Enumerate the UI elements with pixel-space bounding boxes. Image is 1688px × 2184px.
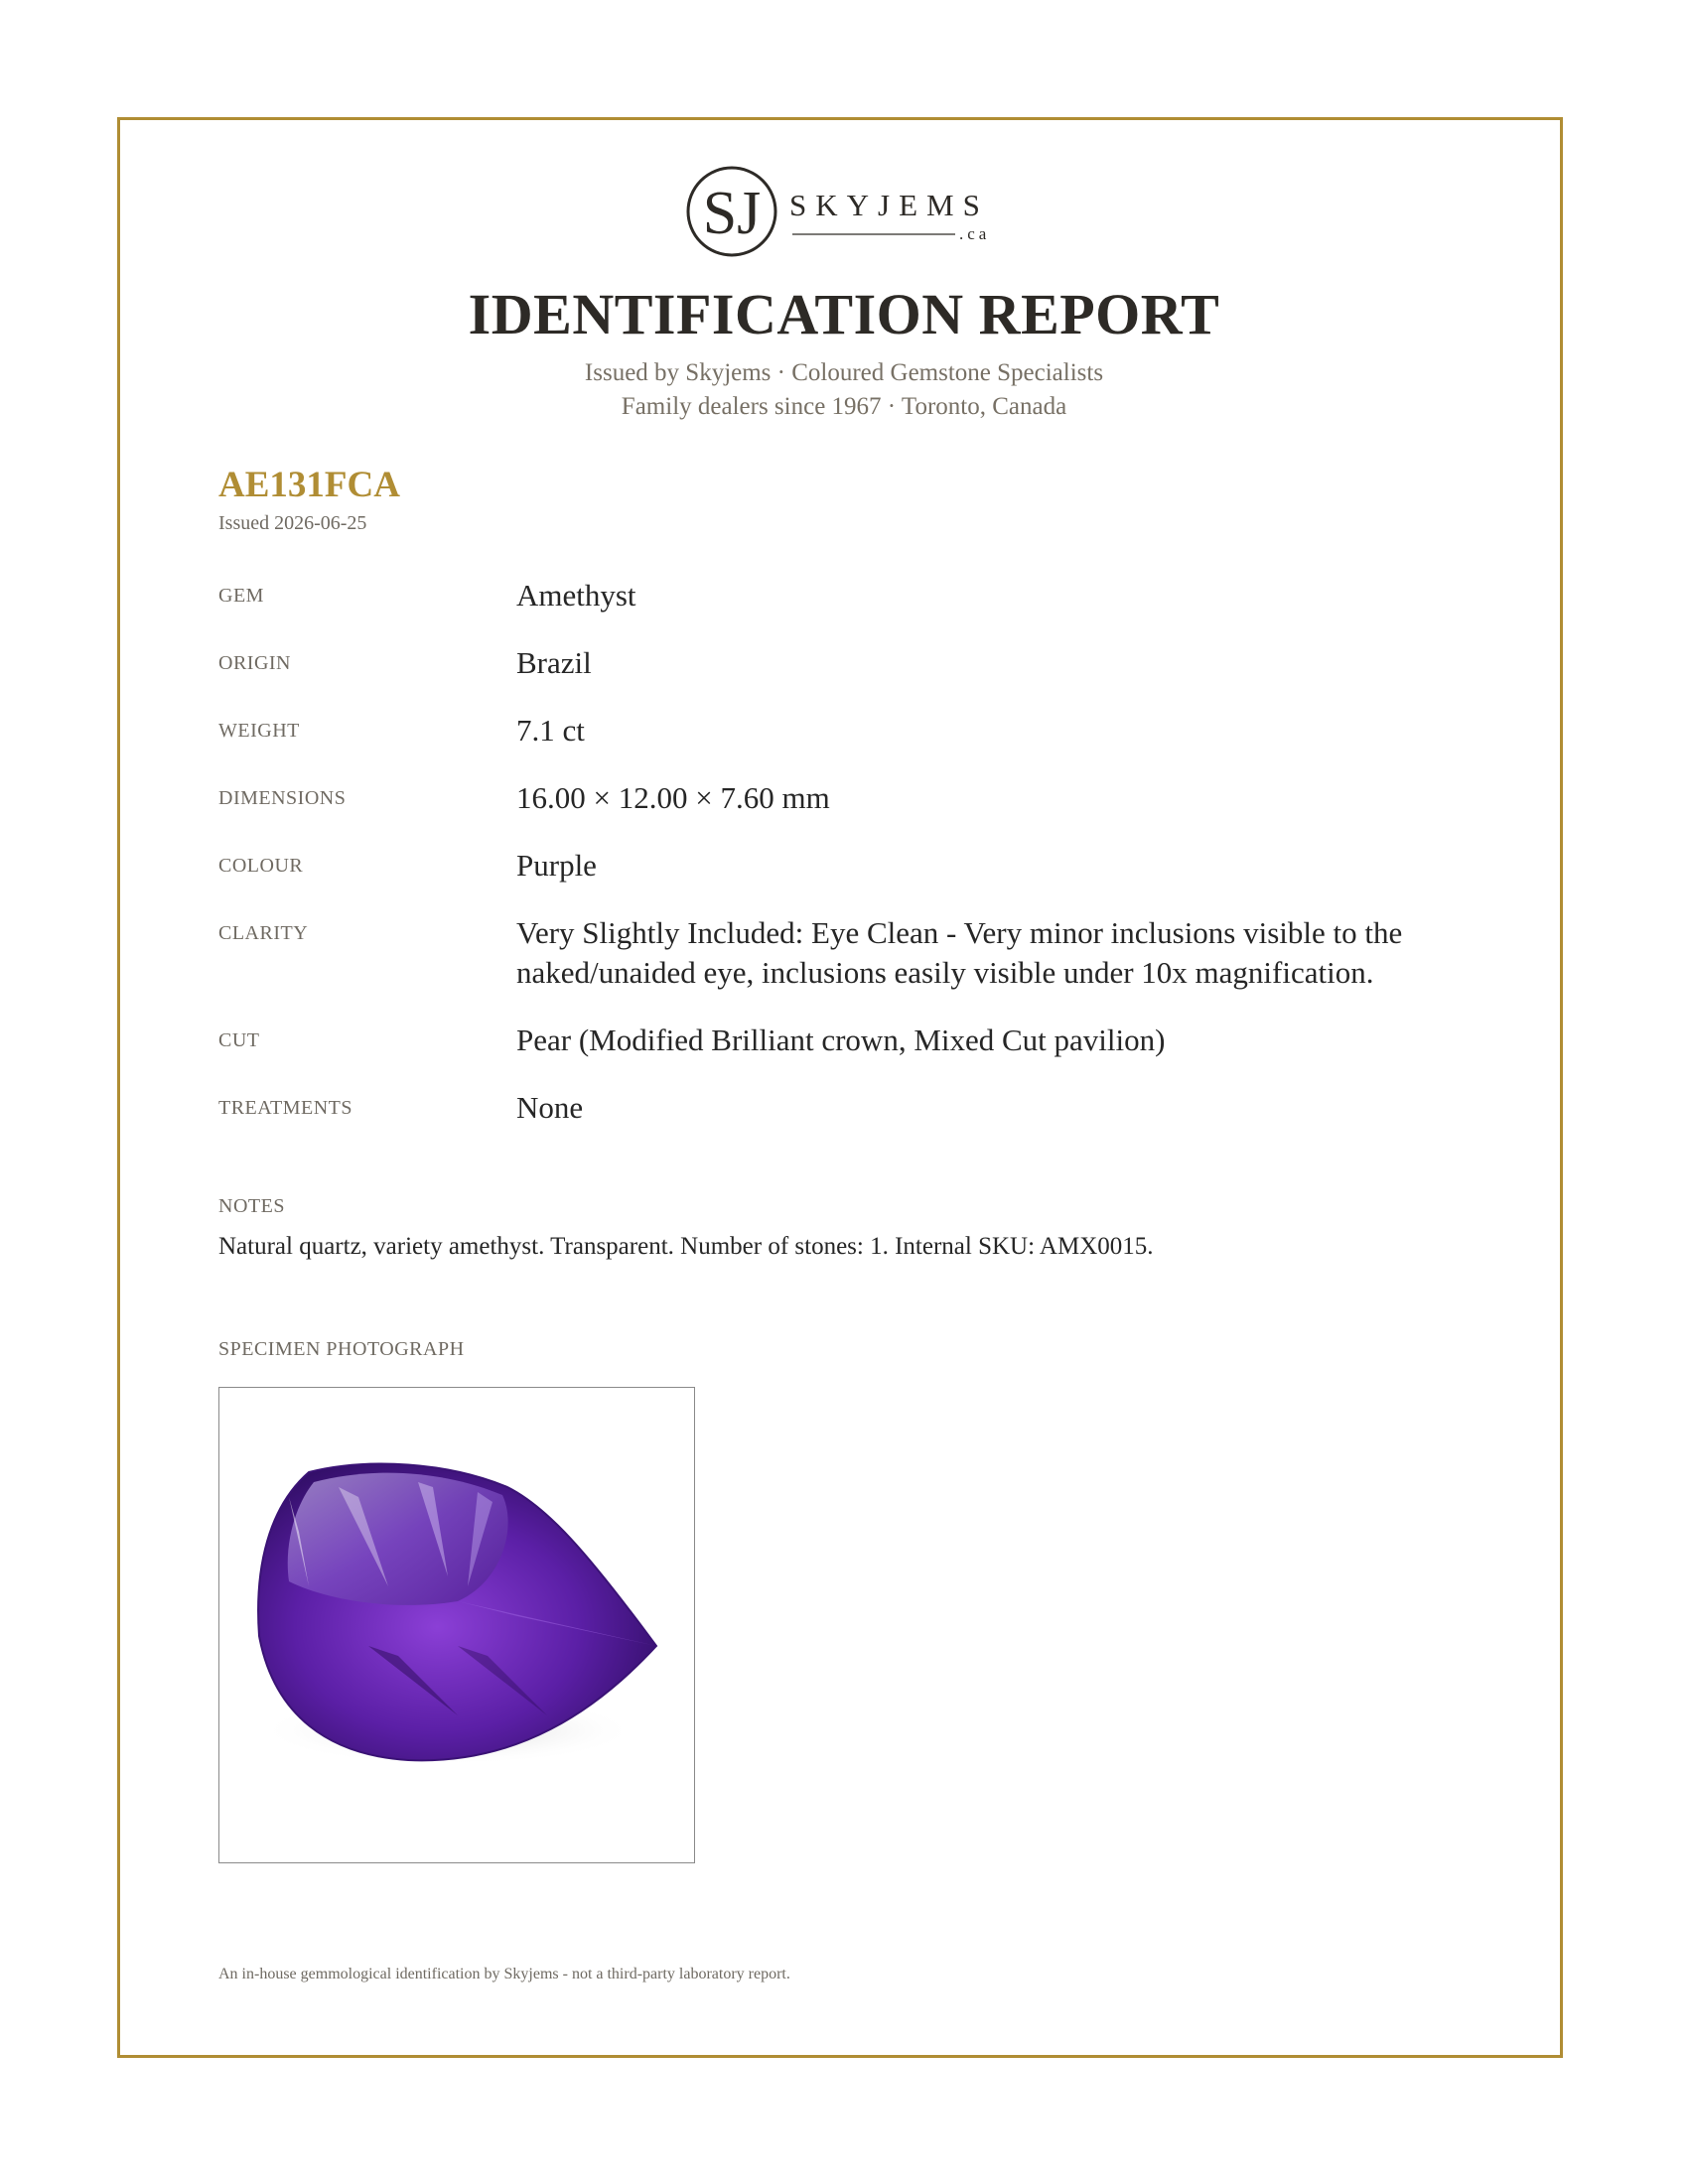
notes-text: Natural quartz, variety amethyst. Transparent. Number of stones: 1. Internal SKU: AMX0015. [218, 1233, 1154, 1260]
report-id: AE131FCA [218, 465, 400, 505]
field-label: GEM [218, 585, 264, 607]
field-value: None [516, 1090, 584, 1125]
logo-monogram: SJ [702, 180, 762, 247]
photo-label: SPECIMEN PHOTOGRAPH [218, 1338, 465, 1360]
field-value: 16.00 × 12.00 × 7.60 mm [516, 780, 830, 815]
field-label: CLARITY [218, 922, 309, 944]
field-value: Purple [516, 848, 597, 883]
field-value: 7.1 ct [516, 713, 585, 748]
field-label: CUT [218, 1029, 260, 1051]
field-value: Brazil [516, 645, 592, 680]
field-value: Very Slightly Included: Eye Clean - Very minor inclusions visible to the naked/unaided eye, inclusions easily visible under 10x magnification. [516, 915, 1403, 990]
amethyst-gem-image [219, 1388, 693, 1861]
notes-label: NOTES [218, 1195, 285, 1217]
dealer-subtitle: Family dealers since 1967 · Toronto, Canada [621, 393, 1067, 420]
field-label: DIMENSIONS [218, 787, 347, 809]
field-label: COLOUR [218, 855, 304, 877]
field-value: Pear (Modified Brilliant crown, Mixed Cut pavilion) [516, 1023, 1166, 1057]
specimen-photo [218, 1387, 695, 1863]
field-value: Amethyst [516, 578, 636, 613]
report-title: IDENTIFICATION REPORT [468, 282, 1220, 346]
logo-tld: .ca [959, 224, 991, 243]
field-label: TREATMENTS [218, 1097, 352, 1119]
issued-date: Issued 2026-06-25 [218, 512, 367, 534]
field-label: ORIGIN [218, 652, 291, 674]
skyjems-logo [685, 164, 1013, 263]
disclaimer-footer: An in-house gemmological identification by Skyjems - not a third-party laboratory report. [218, 1966, 790, 1982]
issuer-subtitle: Issued by Skyjems · Coloured Gemstone Specialists [584, 359, 1104, 386]
field-label: WEIGHT [218, 720, 300, 742]
logo-wordmark: SKYJEMS [789, 188, 989, 222]
